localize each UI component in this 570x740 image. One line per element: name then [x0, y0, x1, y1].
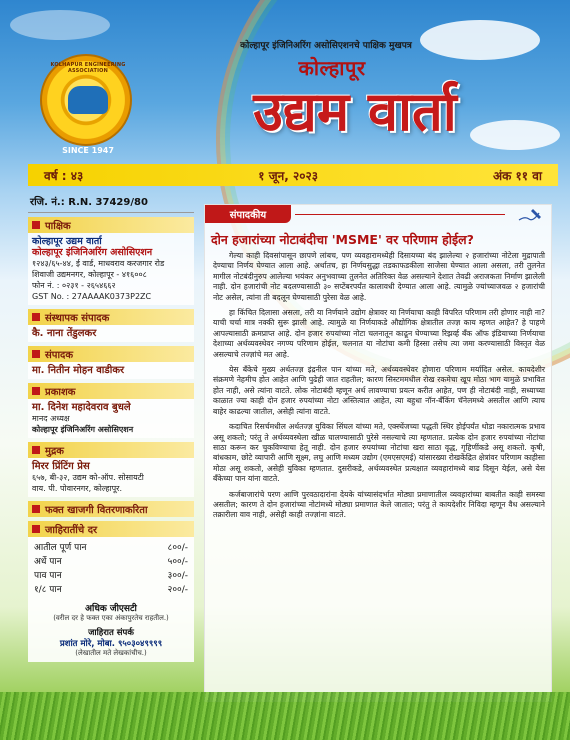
issue-date: १ जून, २०२३ [258, 168, 318, 183]
founder-editor: कै. नाना तेंडुलकर [28, 325, 194, 342]
editorial-body [213, 251, 545, 526]
paragraph: येस बँकेचे मुख्य अर्थतज्ज्ञ इंद्रनील पान यांच्या मते, अर्थव्यवस्थेवर होणारा परिणाम मर्यादित असेल. कायदेशीर संक्रमणे नेहमीच होत आहेत आणि पुढेही जात राहतील; कारण सिस्टममधील रोख रकमेचा खूप मोठा भाग यामुळे प्रभावित होत नाही, असे त्यांना वाटते. लोक नोटाबंदी म्हणून अर्थ लावण्याचा प्रयत्न करीत आहेत, पण ही नोटाबंदी नाही, सध्याच्या काळात ज्या काही दोन हजार रुपयांच्या नोटा अस्तित्वात आहेत, त्या बहुधा नॉन-बँकिंग चॅनेलमध्ये असतील आणि त्याच बाहेर काढल्या जातील, असेही त्यांना वाटते. [213, 365, 545, 416]
rate-row: आतील पूर्ण पान ८००/- [34, 543, 188, 553]
association-logo [40, 54, 132, 146]
disclaimer: (लेखातील मते लेखकांचीच.) [75, 649, 147, 657]
handshake-icon [68, 86, 108, 114]
section-heading: संपादक [28, 346, 194, 362]
bullet-square-icon [32, 525, 40, 533]
paragraph: कदाचित रिसर्चमधील अर्थतज्ज्ञ युविका सिंघल यांच्या मते, एक्स्चेंजच्या पद्धती स्थिर होईपर्यंत थोडा नकारात्मक प्रभाव असू शकतो; परंतु ते अर्थव्यवस्थेला खीळ घालण्यासाठी पुरेसे नसल्याचे त्या म्हणतात. प्रत्येक दोन हजार रुपयांच्या नोटांचा साठा करून कर चुकविण्याचा हेतू नाही. दोन हजार रुपयांच्या नोटांचा खरा साठा वृद्ध, गृहिणींकडे असू शकतो. कृषी, बांधकाम, छोटे व्यापारी आणि सूक्ष्म, लघु आणि मध्यम उद्योग (एमएसएमई) यांसारख्या रोखकेंद्रित क्षेत्रांवर परिणाम काहीसा मोठा असू शकतो, असेही युविका म्हणतात. दुसरीकडे, अर्थव्यवस्थेत प्रत्यक्षात व्यवहारांमध्ये बाढ दिसून येईल, असे येस बँकेच्या पान यांना वाटते. [213, 422, 545, 484]
rates-note: (वरील दर हे फक्त एका अंकापुरतेच राहतील.) [53, 614, 169, 622]
grass-decoration [0, 692, 570, 740]
contact-label: जाहिरात संपर्क [88, 628, 134, 638]
gst-note: अधिक जीएसटी [85, 604, 137, 614]
since-text: SINCE 1947 [62, 146, 114, 155]
contact-info: प्रशांत मोरे, मोबा. ९५०३०४९९९९ [59, 639, 163, 649]
pen-icon [517, 207, 543, 223]
publisher: मा. दिनेश महादेवराव बुधले मानद अध्यक्ष कोल्हापूर इंजिनिअरिंग असोसिएशन [28, 399, 194, 438]
section-heading: पाक्षिक [28, 217, 194, 233]
cloud-decoration [10, 10, 110, 40]
publication-details: कोल्हापूर उद्यम वार्ता कोल्हापूर इंजिनिअरिंग असोसिएशन १२४३/६५-४४, ई वार्ड, माधवराव करजगार रोड शिवाजी उद्यमनगर, कोल्हापूर - ४१६००८ फोन नं. : ०२३१ - २६५४६६२ GST No. : 27AAAAK0373P2ZC [28, 233, 194, 305]
editorial-title: दोन हजारांच्या नोटाबंदीचा 'MSME' वर परिणाम होईल? [211, 232, 474, 247]
editorial-tag: संपादकीय [205, 205, 291, 223]
section-heading: जाहिरातींचे दर [28, 521, 194, 537]
paragraph: हा किंचित दिलासा असला, तरी या निर्णयाने उद्योग क्षेत्रावर या निर्णयाचा काही विपरित परिणाम तरी होणार नाही ना? याची चर्चा मात्र नक्की सुरू झाली आहे. त्यामुळे या निर्णयाकडे औद्योगिक क्षेत्रातील तज्ज्ञ काय म्हणत आहेत? हे पाहणे आपल्यासाठी क्रमप्राप्त आहे. दोन हजार रुपयांच्या नोटा चलनातून काढून घेण्याच्या रिझर्व्ह बँक ऑफ इंडियाच्या निर्णयाचा देशाच्या अर्थव्यवस्थेवर नगण्य परिणाम होईल, चलनात या नोटांचा कमी हिस्सा तसेच त्या जमा करण्यासाठी विस्तृत वेळ असल्याचे तज्ज्ञांचे मत आहे. [213, 308, 545, 359]
ad-rates-box [28, 537, 194, 662]
rate-row: पाव पान ३००/- [34, 571, 188, 581]
masthead-title: उद्यम वार्ता [253, 80, 457, 143]
city-name: कोल्हापूर [298, 56, 366, 80]
rate-row: १/८ पान २००/- [34, 585, 188, 595]
bullet-square-icon [32, 387, 40, 395]
registration-number: रजि. नं.: R.N. 37429/80 [28, 190, 194, 213]
bullet-square-icon [32, 505, 40, 513]
section-heading: संस्थापक संपादक [28, 309, 194, 325]
printer: मिरर प्रिंटिंग प्रेस ६५७, बी-३२, उद्यम को-ऑप. सोसायटी वाय. पी. पोवारनगर, कोल्हापूर. [28, 458, 194, 497]
section-heading: प्रकाशक [28, 383, 194, 399]
issue-bar [28, 164, 558, 186]
bullet-square-icon [32, 446, 40, 454]
bullet-square-icon [32, 221, 40, 229]
editorial-panel [204, 204, 552, 702]
tagline: कोल्हापूर इंजिनिअरिंग असोसिएशनचे पाक्षिक मुखपत्र [240, 41, 412, 51]
rate-row: अर्धे पान ५००/- [34, 557, 188, 567]
section-heading: मुद्रक [28, 442, 194, 458]
section-heading: फक्त खाजगी वितरणाकरिता [28, 501, 194, 517]
issue-year: वर्ष : ४३ [44, 168, 84, 183]
editor: मा. नितीन मोहन वाडीकर [28, 362, 194, 379]
issue-number: अंक ११ वा [493, 168, 542, 183]
paragraph: गेल्या काही दिवसांपासून छापणे लांबच, पण व्यवहारामध्येही दिसायच्या बंद झालेल्या २ हजारांच्या नोटेला मुद्रापाती देण्याचा निर्णय घेण्यात आला आहे. अर्थातच, हा निर्णयसुद्धा तडकाफडकीला साजेसा घेण्यात आला असला, तरी तुलनेत मागील नोटबंदीनुरुप आलेल्या भयंकर अनुभवाच्या तुलनेत अतिरिक्त वेळ असल्याने देशात तेवढी अराजकता निर्माण झालेली नाही. दोन हजारांची नोट बदलण्यासाठी ३० सप्टेंबरपर्यंत कालावधी देण्यात आला आहे. त्यामुळे ज्यांच्याजवळ २ हजारांची नोट असेल, त्यांना ती बदलून घेण्यासाठी पुरेसा वेळ आहे. [213, 251, 545, 302]
divider [295, 214, 505, 215]
logo-text: KOLHAPUR ENGINEERING ASSOCIATION [50, 62, 126, 74]
paragraph: कर्जबाजारांचे परण आणि पुरवठादारांना देयके यांच्यासंदर्भात मोठ्या प्रमाणातील व्यवहारांच्या बाबतीत काही समस्या असतील; कारण ते दोन हजारांच्या नोटांमध्ये मोठ्या प्रमाणात केले जातात; परंतु ते कायदेशीर निविदा म्हणून वैध असल्याने तक्रारीला वाव नाही, असेही काही तज्ज्ञांना वाटते. [213, 489, 545, 520]
bullet-square-icon [32, 350, 40, 358]
bullet-square-icon [32, 313, 40, 321]
masthead-info-column [28, 190, 194, 710]
